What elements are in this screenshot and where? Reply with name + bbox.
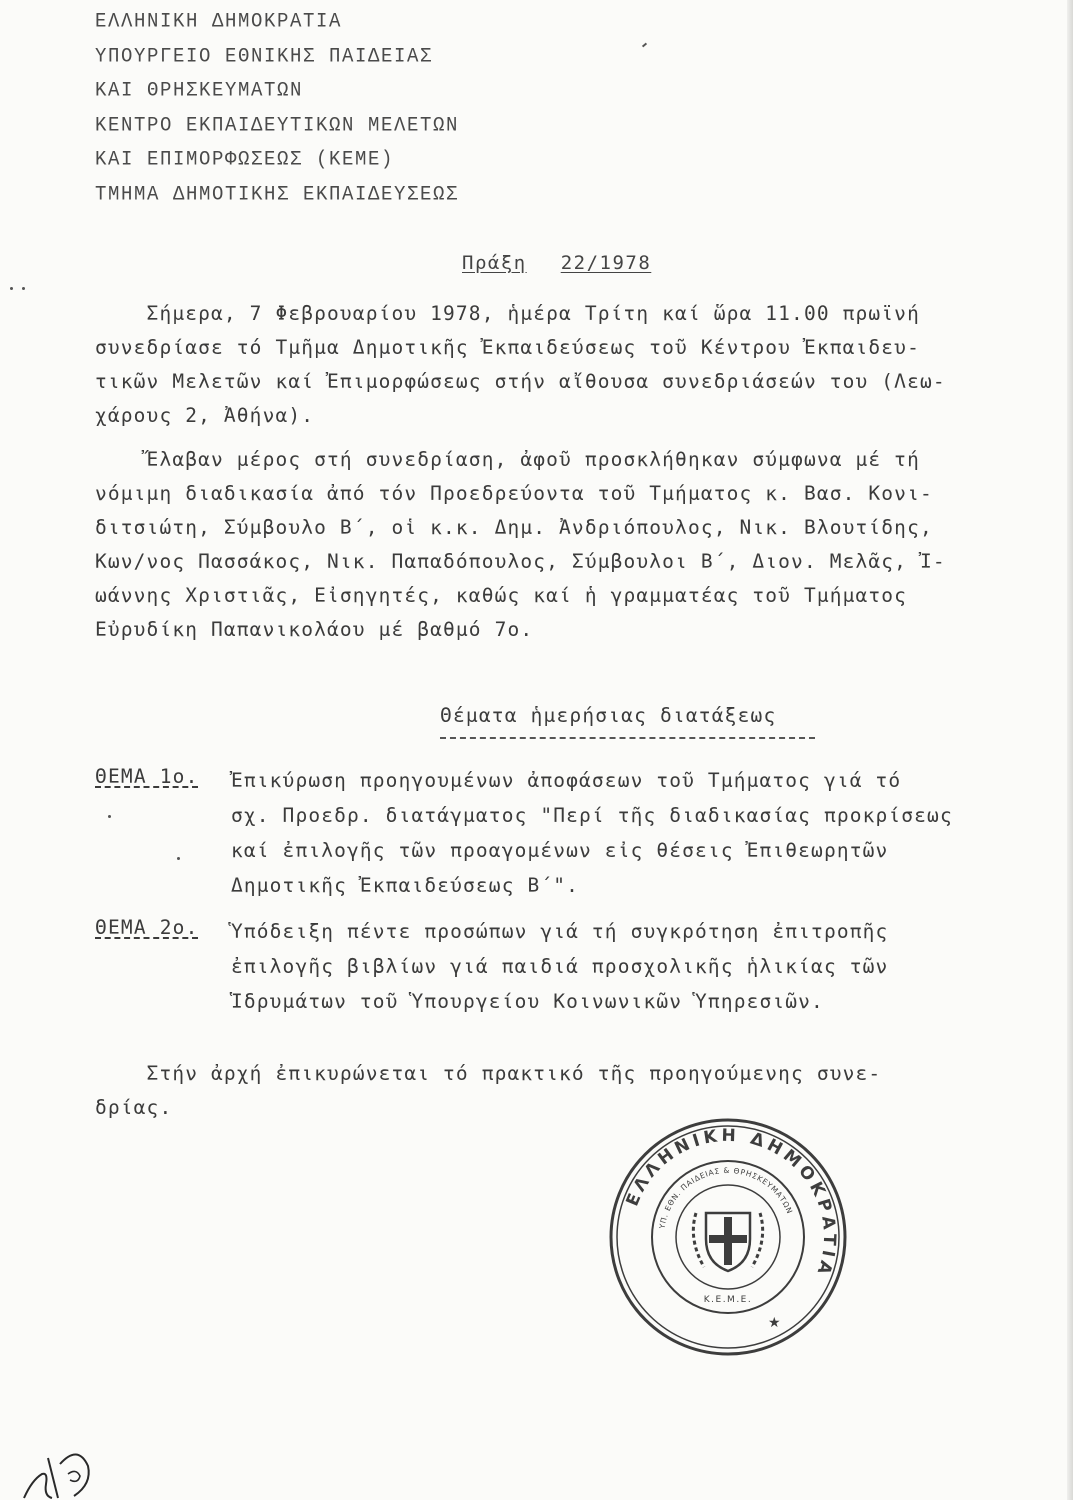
act-title-number: 22/1978 <box>560 252 652 274</box>
scan-speck <box>10 287 13 290</box>
page-edge-shadow <box>1067 0 1073 1500</box>
letterhead-line: ΤΜΗΜΑ ΔΗΜΟΤΙΚΗΣ ΕΚΠΑΙΔΕΥΣΕΩΣ <box>95 181 460 206</box>
text-line: ἐπιλογῆς βιβλίων γιά παιδιά προσχολικῆς ἡλικίας τῶν <box>231 955 889 978</box>
text-line: τικῶν Μελετῶν καί Ἐπιμορφώσεως στήν αἴθουσα συνεδριάσεών του (Λεω- <box>95 370 946 393</box>
topic-text <box>231 763 953 903</box>
text-line: σχ. Προεδρ. διατάγματος "Περί τῆς διαδικασίας προκρίσεως <box>231 804 953 827</box>
text-line: νόμιμη διαδικασία ἀπό τόν Προεδρεύοντα τοῦ Τμήματος κ. Βασ. Κονι- <box>95 482 933 505</box>
letterhead-line: ΚΑΙ ΘΡΗΣΚΕΥΜΑΤΩΝ <box>95 78 304 102</box>
official-seal <box>608 1117 848 1357</box>
letterhead-line: ΥΠΟΥΡΓΕΙΟ ΕΘΝΙΚΗΣ ΠΑΙΔΕΙΑΣ <box>95 43 434 68</box>
text-line: Σήμερα, 7 Φεβρουαρίου 1978, ἡμέρα Τρίτη καί ὥρα 11.00 πρωϊνή <box>95 302 920 325</box>
text-line: Στήν ἀρχή ἐπικυρώνεται τό πρακτικό τῆς προηγούμενης συνε- <box>95 1062 882 1085</box>
seal-outer-text: ΕΛΛΗΝΙΚΗ ΔΗΜΟΚΡΑΤΙΑ <box>622 1125 840 1281</box>
topic-label: ΘΕΜΑ 2ο. <box>95 916 199 939</box>
text-line: Ἔλαβαν μέρος στή συνεδρίαση, ἀφοῦ προσκλήθηκαν σύμφωνα μέ τή <box>95 448 920 471</box>
seal-bottom-text: Κ.Ε.Μ.Ε. <box>703 1295 753 1305</box>
handwritten-initials <box>18 1440 108 1500</box>
letterhead-line: ΚΑΙ ΕΠΙΜΟΡΦΩΣΕΩΣ (ΚΕΜΕ) <box>95 147 395 171</box>
topic-label: ΘΕΜΑ 1ο. <box>95 765 199 788</box>
scan-speck <box>642 43 647 48</box>
attendance-paragraph <box>95 443 946 647</box>
text-line: Ἱδρυμάτων τοῦ Ὑπουργείου Κοινωνικῶν Ὑπηρεσιῶν. <box>231 990 824 1013</box>
text-line: Ὑπόδειξη πέντε προσώπων γιά τή συγκρότηση ἐπιτροπῆς <box>231 920 889 943</box>
text-line: διτσιώτη, Σύμβουλο Β΄, οἱ κ.κ. Δημ. Ἀνδριόπουλος, Νικ. Βλουτίδης, <box>95 516 933 539</box>
seal-inner-text: ΥΠ. ΕΘΝ. ΠΑΙΔΕΙΑΣ & ΘΡΗΣΚΕΥΜΑΤΩΝ <box>657 1165 795 1230</box>
scan-speck <box>177 857 180 860</box>
text-line: ωάννης Χριστιᾶς, Εἰσηγητές, καθώς καί ἡ γραμματέας τοῦ Τμήματος <box>95 584 908 607</box>
scan-speck <box>108 815 111 818</box>
closing-paragraph <box>95 1057 881 1125</box>
act-title <box>462 252 651 274</box>
text-line: Κων/νος Πασσάκος, Νικ. Παπαδόπουλος, Σύμβουλοι Β΄, Διον. Μελᾶς, Ἰ- <box>95 550 946 573</box>
text-line: Ἐπικύρωση προηγουμένων ἀποφάσεων τοῦ Τμήματος γιά τό <box>231 769 902 792</box>
opening-paragraph <box>95 297 946 433</box>
letterhead-line: ΕΛΛΗΝΙΚΗ ΔΗΜΟΚΡΑΤΙΑ <box>95 9 343 33</box>
text-line: Εὐρυδίκη Παπανικολάου μέ βαθμό 7ο. <box>95 618 534 641</box>
text-line: Δημοτικῆς Ἐκπαιδεύσεως Β΄". <box>231 874 580 897</box>
text-line: καί ἐπιλογῆς τῶν προαγομένων εἰς θέσεις Ἐπιθεωρητῶν <box>231 839 889 862</box>
star-icon: ★ <box>768 1315 781 1331</box>
scan-speck <box>22 287 25 290</box>
text-line: δρίας. <box>95 1096 173 1119</box>
letterhead-line: ΚΕΝΤΡΟ ΕΚΠΑΙΔΕΥΤΙΚΩΝ ΜΕΛΕΤΩΝ <box>95 112 460 137</box>
letterhead <box>95 4 459 211</box>
coat-of-arms-icon <box>693 1213 762 1271</box>
agenda-heading: Θέματα ἡμερήσιας διατάξεως <box>440 704 777 727</box>
topic-text <box>231 914 888 1019</box>
act-title-label: Πράξη <box>462 252 527 274</box>
agenda-heading-underline <box>440 737 815 739</box>
text-line: χάρους 2, Ἀθήνα). <box>95 404 315 427</box>
text-line: συνεδρίασε τό Τμῆμα Δημοτικῆς Ἐκπαιδεύσεως τοῦ Κέντρου Ἐκπαιδευ- <box>95 336 920 359</box>
